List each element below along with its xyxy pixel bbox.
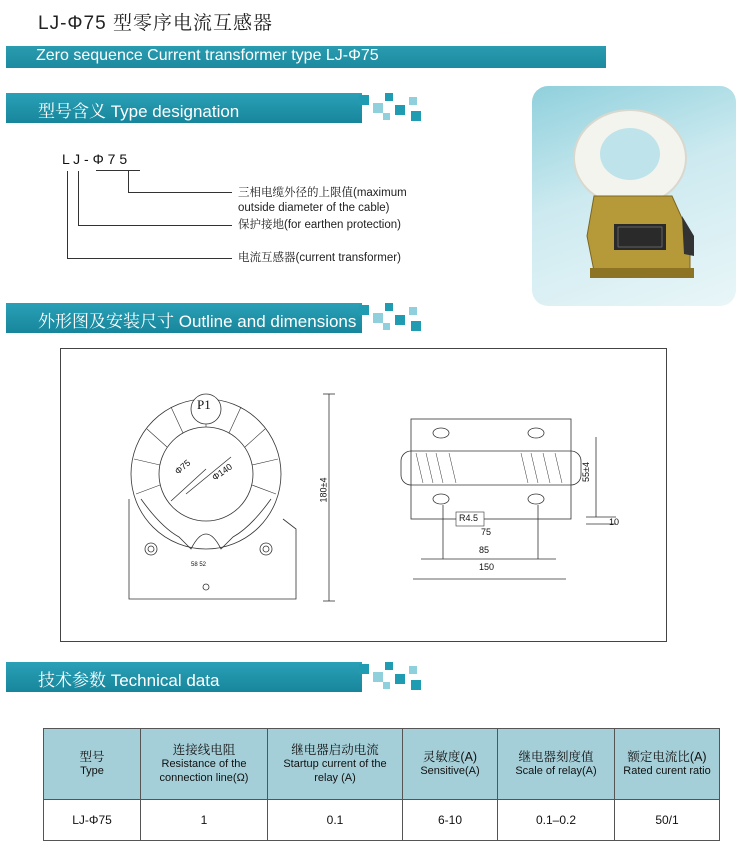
dim-150-label: 150 xyxy=(479,562,495,572)
subtitle-text: Zero sequence Current transformer type LJ-Φ75 xyxy=(36,47,379,64)
table-header-cell: 继电器刻度值 Scale of relay(A) xyxy=(498,729,615,800)
table-cell: 50/1 xyxy=(615,800,720,841)
dim-10-label: 10 xyxy=(609,517,620,527)
table-header-cell: 型号 Type xyxy=(44,729,141,800)
pixel-decoration-icon xyxy=(355,301,425,335)
dim-55-label: 55±4 xyxy=(580,462,591,482)
section-technical-header xyxy=(6,662,362,692)
subtitle-banner xyxy=(6,46,606,68)
product-photo xyxy=(532,86,736,306)
section-designation-title: 型号含义 Type designation xyxy=(38,102,240,121)
section-technical-title: 技术参数 Technical data xyxy=(38,671,220,690)
table-row xyxy=(44,800,720,841)
section-outline-title: 外形图及安装尺寸 Outline and dimensions xyxy=(38,312,357,331)
section-outline-header xyxy=(6,303,362,333)
dim-85-label: 85 xyxy=(479,545,490,555)
table-header-row xyxy=(44,729,720,800)
dim-180-label: 180±4 xyxy=(318,477,329,503)
code-underline xyxy=(96,170,140,171)
table-header-cell: 继电器启动电流 Startup current of the relay (A) xyxy=(268,729,403,800)
designation-item-ct: 电流互感器(current transformer) xyxy=(238,252,401,264)
pixel-decoration-icon xyxy=(355,660,425,694)
table-cell: 0.1 xyxy=(268,800,403,841)
pixel-decoration-icon xyxy=(355,91,425,125)
section-designation-header xyxy=(6,93,362,123)
designation-code: L J - Φ 7 5 xyxy=(62,151,128,167)
page-title: LJ-Φ75 型零序电流互感器 xyxy=(38,13,273,34)
outline-drawing xyxy=(60,348,667,642)
table-cell: 6-10 xyxy=(403,800,498,841)
table-cell: 1 xyxy=(141,800,268,841)
dim-75-label: 75 xyxy=(481,527,492,537)
table-cell: LJ-Φ75 xyxy=(44,800,141,841)
table-header-cell: 灵敏度(A) Sensitive(A) xyxy=(403,729,498,800)
table-cell: 0.1–0.2 xyxy=(498,800,615,841)
r45-label: R4.5 xyxy=(459,513,479,523)
table-header-cell: 额定电流比(A) Rated curent ratio xyxy=(615,729,720,800)
designation-item-earth: 保护接地(for earthen protection) xyxy=(238,219,401,231)
phi140-label: Φ140 xyxy=(210,461,235,483)
phi75-label: Φ75 xyxy=(172,457,193,477)
table-header-cell: 连接线电阻 Resistance of the connection line(Ω) xyxy=(141,729,268,800)
technical-data-table xyxy=(43,728,720,841)
designation-item-diameter: 三相电缆外径的上限值(maximum outside diameter of the cable) xyxy=(238,187,407,214)
p1-label: P1 xyxy=(197,397,211,412)
dim-small-label: 58 52 xyxy=(191,562,207,568)
